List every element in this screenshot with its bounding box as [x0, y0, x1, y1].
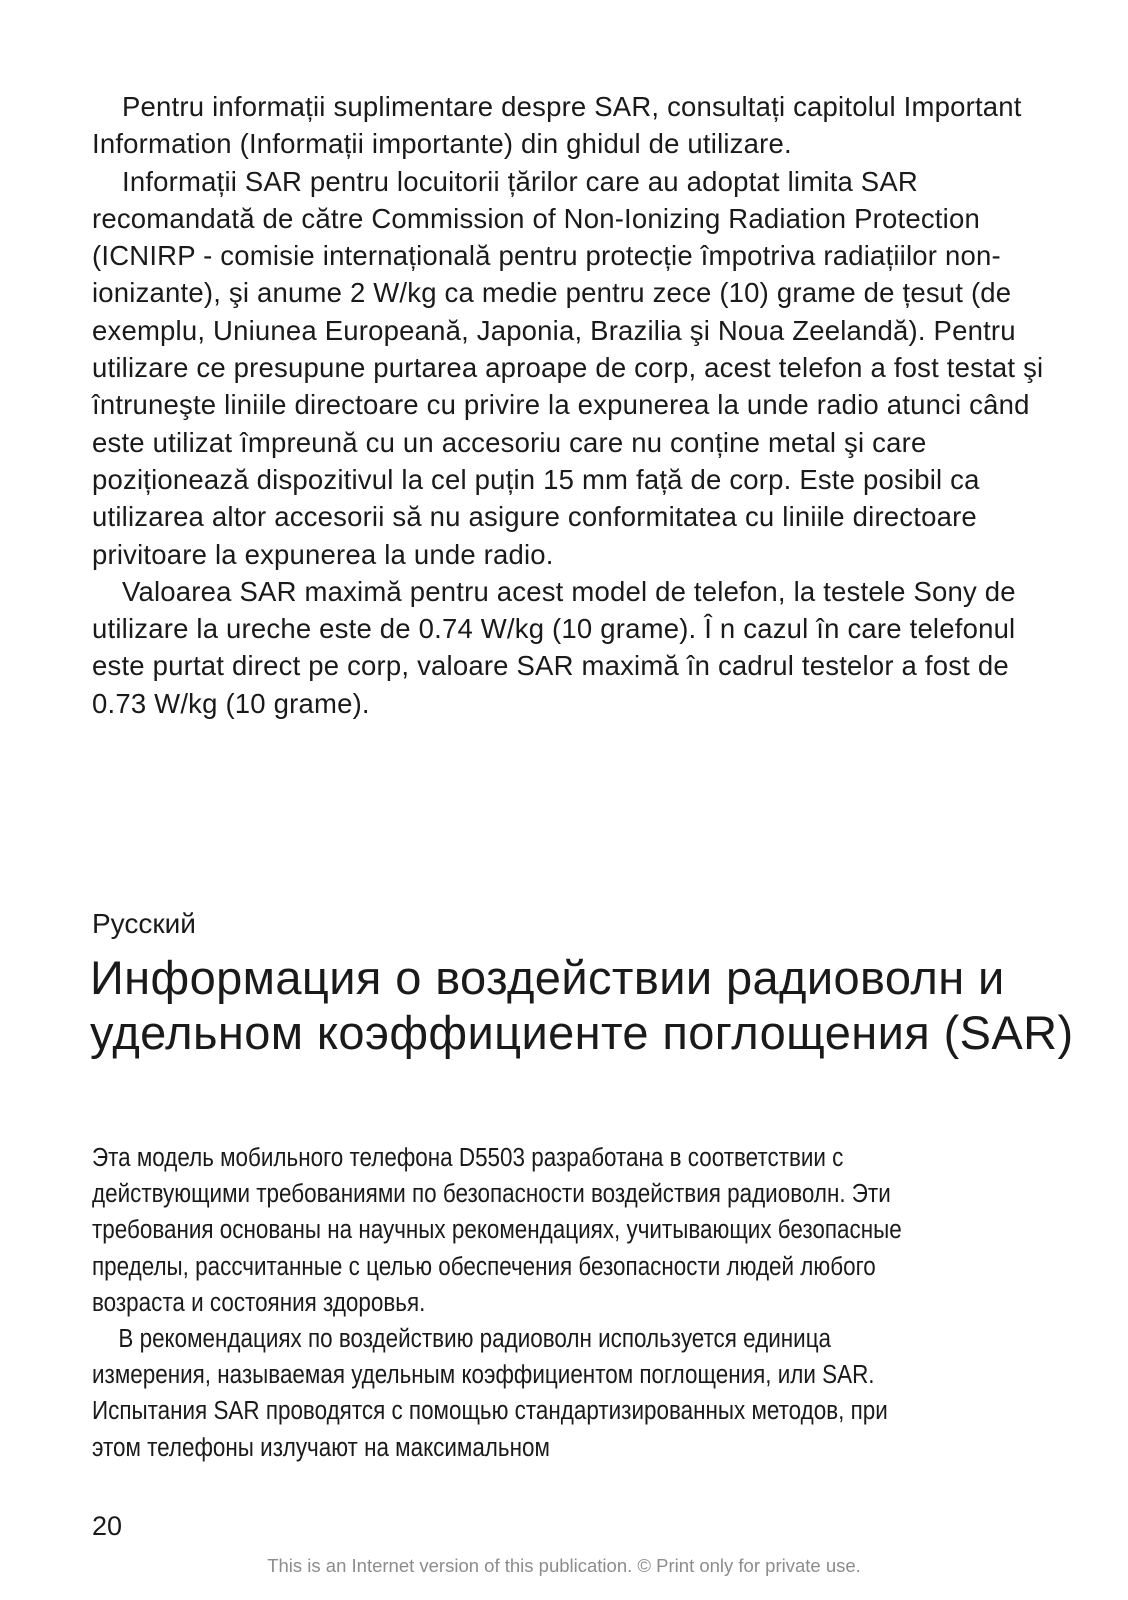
- russian-section: [92, 1140, 937, 1466]
- ru-paragraph-2: В рекомендациях по воздействию радиоволн используется единица измерения, называемая удельным коэффициентом поглощения, или SAR. Испытания SAR проводятся с помощью стандартизированных методов, при этом телефоны излучают на максимальном: [92, 1325, 888, 1462]
- language-label: Русский: [92, 908, 196, 939]
- page-number: 20: [92, 1511, 123, 1541]
- ro-paragraph-3: Valoarea SAR maximă pentru acest model de telefon, la testele Sony de utilizare la ureche este de 0.74 W/kg (10 grame). Î n cazul în care telefonul este purtat direct pe corp, valoare SAR maximă în cadrul testelor a fost de 0.73 W/kg (10 grame).: [92, 575, 1016, 719]
- ro-paragraph-2: Informații SAR pentru locuitorii țărilor care au adoptat limita SAR recomandată de către Commission of Non-Ionizing Radiation Protection (ICNIRP - comisie internațională pentru protecție împotriva radiațiilor non-ionizante), şi anume 2 W/kg ca medie pentru zece (10) grame de țesut (de exemplu, Uniunea Europeană, Japonia, Brazilia şi Noua Zeelandă). Pentru utilizare ce presupune purtarea aproape de corp, acest telefon a fost testat şi întruneşte liniile directoare cu privire la expunerea la unde radio atunci când este utilizat împreună cu un accesoriu care nu conține metal şi care poziționează dispozitivul la cel puțin 15 mm față de corp. Este posibil ca utilizarea altor accesorii să nu asigure conformitatea cu liniile directoare privitoare la expunerea la unde radio.: [92, 165, 1044, 570]
- ro-paragraph-1: Pentru informații suplimentare despre SAR, consultați capitolul Important Information (Informații importante) din ghidul de utilizare.: [92, 91, 1022, 160]
- romanian-section: [92, 88, 1052, 722]
- footer-notice: This is an Internet version of this publication. © Print only for private use.: [267, 1555, 861, 1576]
- section-heading: Информация о воздействии радиоволн и удельном коэффициенте поглощения (SAR): [90, 951, 1074, 1059]
- ru-paragraph-1: Эта модель мобильного телефона D5503 разработана в соответствии с действующими требованиями по безопасности воздействия радиоволн. Эти требования основаны на научных рекомендациях, учитывающих безопасные пределы, рассчитанные с целью обеспечения безопасности людей любого возраста и состояния здоровья.: [92, 1144, 902, 1317]
